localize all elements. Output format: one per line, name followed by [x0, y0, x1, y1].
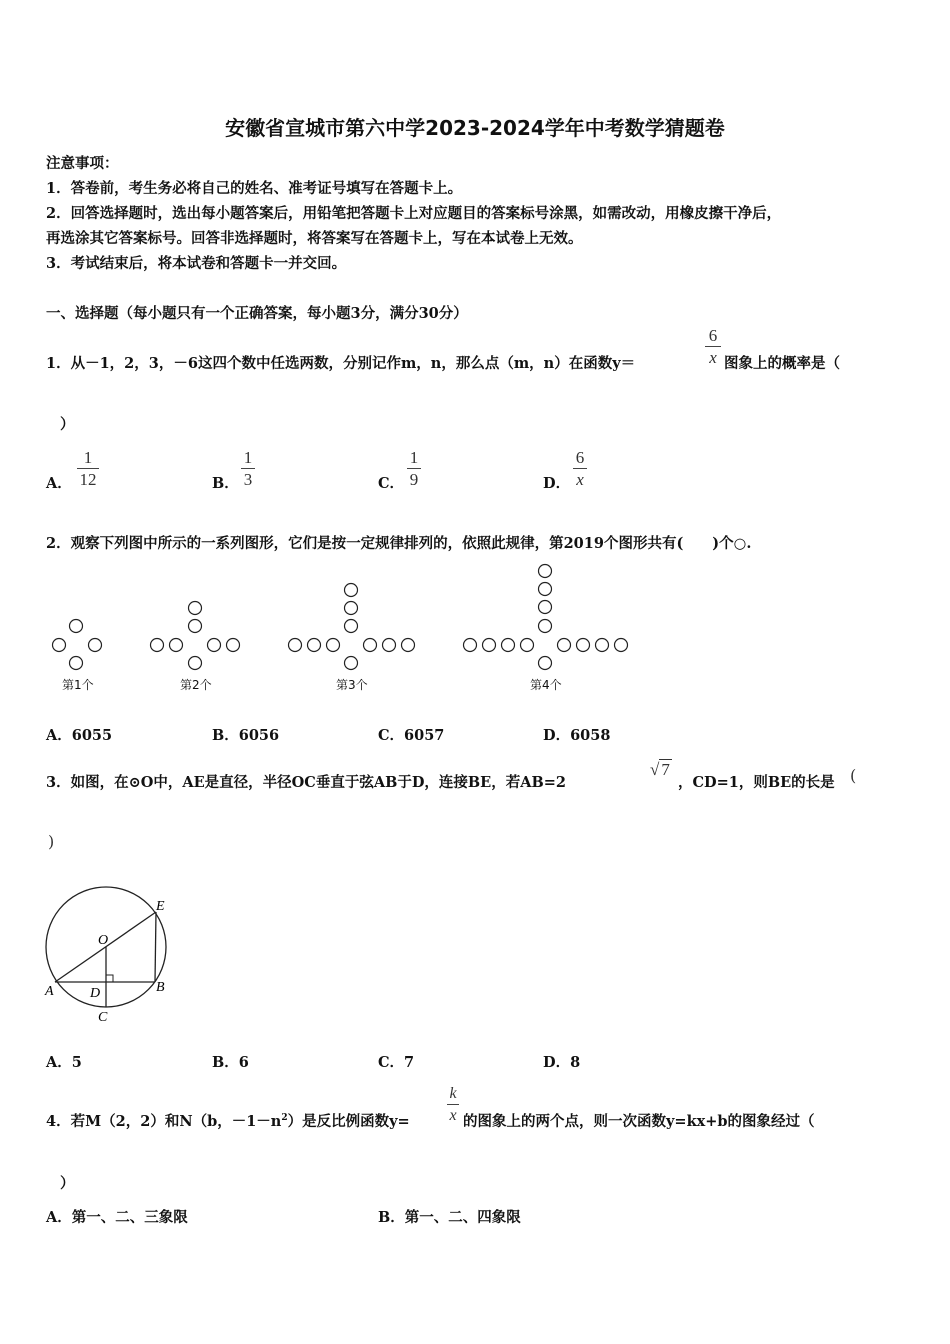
q3-option-c: C．7 — [378, 1054, 415, 1071]
q4-superscript: 2 — [281, 1113, 288, 1124]
label-b: B — [156, 980, 165, 995]
label-e: E — [156, 899, 165, 914]
pattern-3-circle — [345, 620, 358, 633]
pattern-4-circle — [539, 565, 552, 578]
page-title: 安徽省宣城市第六中学2023-2024学年中考数学猜题卷 — [225, 116, 725, 140]
pattern-3-circle — [402, 639, 415, 652]
notice-item-2a: 2．回答选择题时，选出每小题答案后，用铅笔把答题卡上对应题目的答案标号涂黑，如需改动，用橡皮擦干净后， — [46, 205, 782, 222]
q1-option-a-label: A． — [46, 475, 72, 492]
q2-caption-2: 第2个 — [180, 678, 212, 692]
pattern-1 — [53, 620, 102, 670]
pattern-1-circle — [53, 639, 66, 652]
pattern-4-circle — [539, 601, 552, 614]
pattern-2-circle — [227, 639, 240, 652]
q3-option-a: A．5 — [46, 1054, 82, 1071]
q3-sqrt — [650, 760, 672, 780]
pattern-4-circle — [615, 639, 628, 652]
pattern-3-circle — [345, 657, 358, 670]
q4-text-head — [46, 1110, 410, 1131]
pattern-3-circle — [345, 602, 358, 615]
pattern-1-circle — [89, 639, 102, 652]
pattern-2-circle — [189, 620, 202, 633]
pattern-4-circle — [577, 639, 590, 652]
q1-option-a-num: 1 — [83, 448, 93, 467]
pattern-4 — [464, 565, 628, 670]
label-d: D — [90, 986, 101, 1001]
pattern-4-circle — [464, 639, 477, 652]
q3-text: 3．如图，在⊙O中，AE是直径，半径OC垂直于弦AB于D，连接BE，若AB=2 — [46, 774, 566, 791]
notice-item-3: 3．考试结束后，将本试卷和答题卡一并交回。 — [46, 255, 347, 272]
q3-option-b: B．6 — [212, 1054, 249, 1071]
q1-func-num: 6 — [708, 326, 718, 345]
q1-close-paren: ） — [60, 416, 75, 433]
pattern-4-circle — [521, 639, 534, 652]
q1-option-b-num: 1 — [243, 448, 253, 467]
q4-func-num: k — [449, 1085, 457, 1102]
pattern-1-circle — [70, 657, 83, 670]
notice-item-1: 1．答卷前，考生务必将自己的姓名、准考证号填写在答题卡上。 — [46, 180, 463, 197]
notice-item-2b: 再选涂其它答案标号。回答非选择题时，将答案写在答题卡上，写在本试卷上无效。 — [46, 230, 583, 247]
q2-option-c: C．6057 — [378, 727, 445, 744]
q1-option-a-den: 12 — [79, 470, 97, 489]
q4-func-den: x — [449, 1107, 457, 1124]
q4-text-tail: 的图象上的两个点，则一次函数y=kx+b的图象经过（ — [463, 1113, 815, 1130]
pattern-4-circle — [539, 657, 552, 670]
pattern-3 — [289, 584, 415, 670]
q2-caption-1: 第1个 — [62, 678, 94, 692]
q1-option-b-fraction — [240, 448, 256, 491]
pattern-2-circle — [170, 639, 183, 652]
q1-option-d-num: 6 — [575, 448, 585, 467]
q2-option-b: B．6056 — [212, 727, 280, 744]
pattern-2-circle — [189, 602, 202, 615]
q3-circle-figure — [38, 880, 178, 1030]
q1-option-d-den: x — [576, 470, 584, 489]
q1-option-c-fraction — [406, 448, 422, 491]
segment-be — [155, 912, 156, 982]
right-angle-mark — [106, 975, 113, 982]
label-o: O — [98, 933, 109, 948]
pattern-3-circle — [383, 639, 396, 652]
q1-text-tail: 图象上的概率是（ — [724, 355, 840, 372]
q3-text-tail: ，CD=1，则BE的长是 — [678, 774, 835, 791]
q2-caption-4: 第4个 — [530, 678, 562, 692]
q2-option-a: A．6055 — [46, 727, 113, 744]
q2-caption-3: 第3个 — [336, 678, 368, 692]
pattern-1-circle — [70, 620, 83, 633]
q3-sqrt-value: 7 — [661, 760, 670, 779]
notice-heading: 注意事项： — [46, 155, 119, 172]
pattern-3-circle — [308, 639, 321, 652]
q4-option-a: A．第一、二、三象限 — [46, 1209, 188, 1226]
q4-function-fraction — [446, 1084, 460, 1127]
pattern-4-circle — [483, 639, 496, 652]
q4-close-paren: ） — [60, 1175, 75, 1192]
pattern-3-circle — [364, 639, 377, 652]
q1-option-b-den: 3 — [243, 470, 253, 489]
q3-close-paren: ) — [48, 832, 55, 851]
label-a: A — [45, 984, 54, 999]
label-c: C — [98, 1010, 108, 1025]
q2-text: 2．观察下列图中所示的一系列图形，它们是按一定规律排列的，依照此规律，第2019个图形共有( )个○. — [46, 535, 752, 552]
q1-option-d-fraction — [572, 448, 588, 491]
pattern-4-circle — [596, 639, 609, 652]
q1-func-den: x — [709, 348, 717, 367]
pattern-2 — [151, 602, 240, 670]
q4-text-mid: ）是反比例函数y= — [287, 1113, 410, 1130]
q1-option-c-num: 1 — [409, 448, 419, 467]
pattern-4-circle — [502, 639, 515, 652]
q2-option-d: D．6058 — [543, 727, 611, 744]
q1-function-fraction — [704, 326, 722, 369]
pattern-3-circle — [289, 639, 302, 652]
q1-option-a-fraction — [76, 448, 100, 491]
pattern-3-circle — [345, 584, 358, 597]
q1-text: 1．从－1，2，3，－6这四个数中任选两数，分别记作m，n，那么点（m，n）在函数y＝ — [46, 355, 636, 372]
sqrt-sign: √ — [650, 760, 660, 779]
q1-option-d-label: D． — [543, 475, 571, 492]
pattern-4-circle — [558, 639, 571, 652]
pattern-2-circle — [189, 657, 202, 670]
section-heading: 一、选择题（每小题只有一个正确答案，每小题3分，满分30分） — [46, 305, 468, 322]
q3-option-d: D．8 — [543, 1054, 581, 1071]
pattern-4-circle — [539, 620, 552, 633]
pattern-3-circle — [327, 639, 340, 652]
pattern-2-circle — [151, 639, 164, 652]
q3-open-paren: ( — [850, 766, 857, 785]
pattern-2-circle — [208, 639, 221, 652]
pattern-4-circle — [539, 583, 552, 596]
q1-option-b-label: B． — [212, 475, 239, 492]
q4-option-b: B．第一、二、四象限 — [378, 1209, 521, 1226]
q1-option-c-den: 9 — [409, 470, 419, 489]
q1-option-c-label: C． — [378, 475, 405, 492]
q4-text-head-main: 4．若M（2，2）和N（b，－1－n — [46, 1113, 282, 1130]
